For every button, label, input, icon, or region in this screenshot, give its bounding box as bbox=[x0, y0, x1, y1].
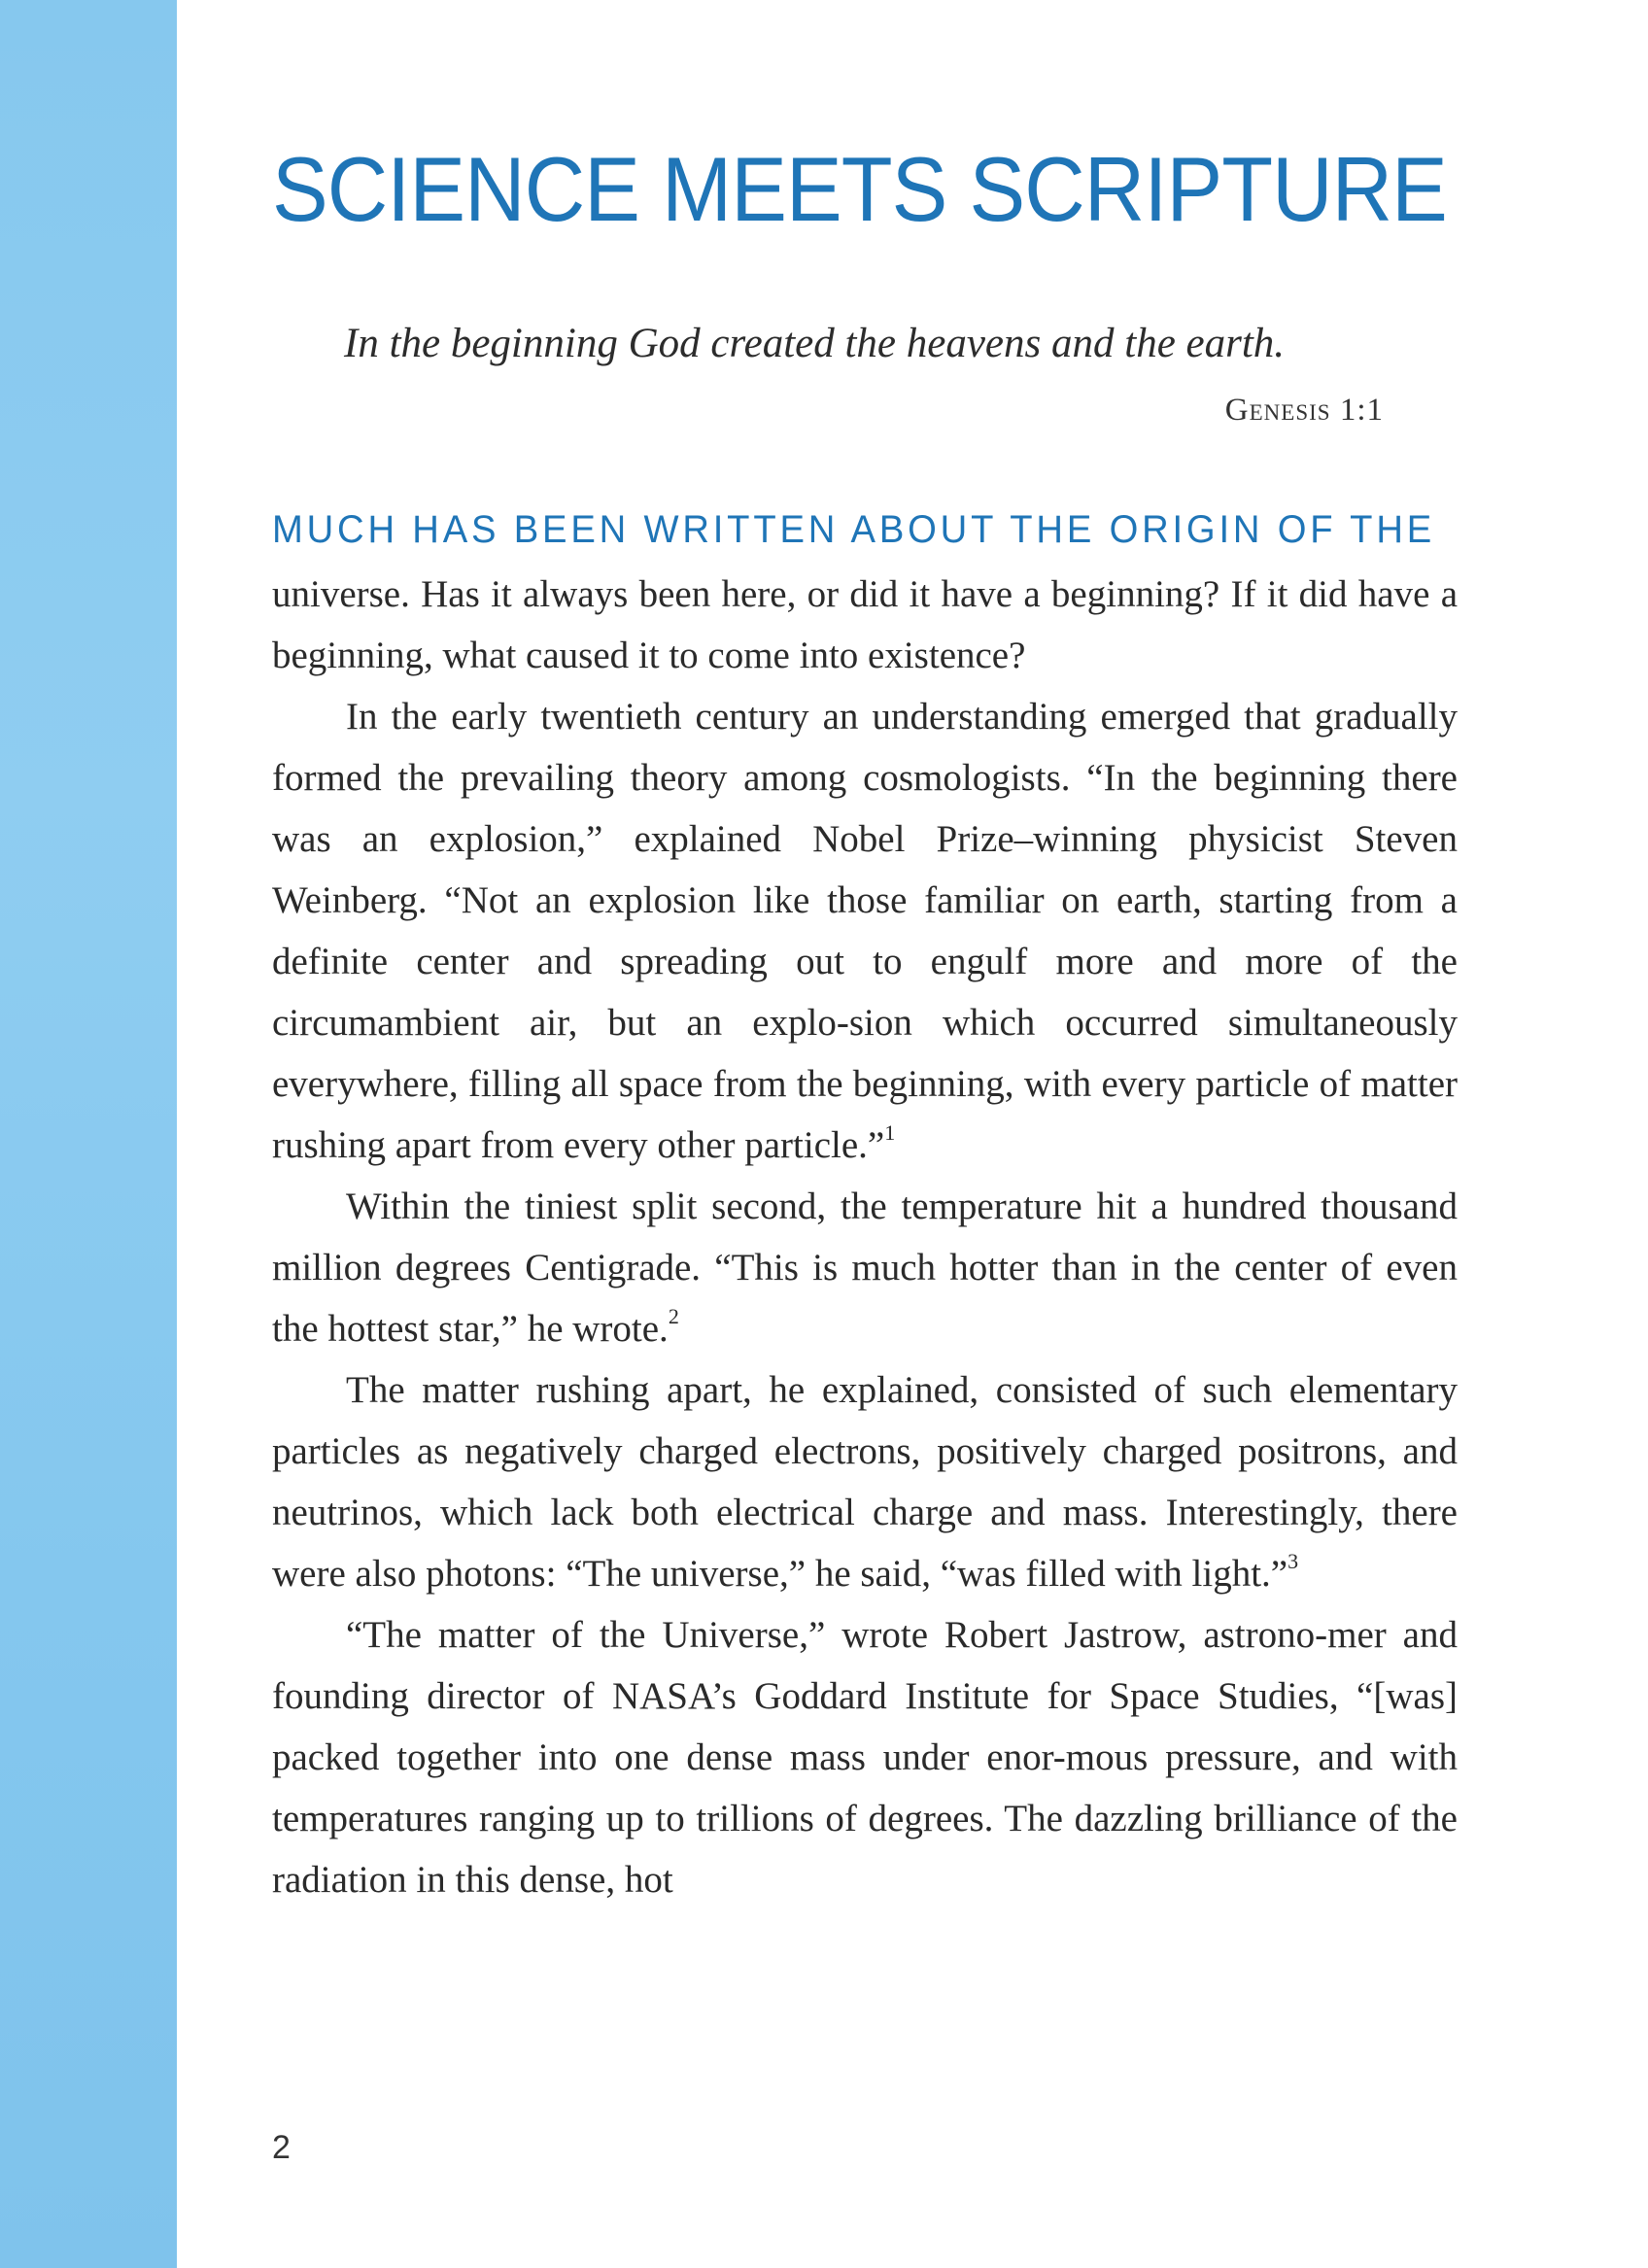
page-number: 2 bbox=[272, 2129, 291, 2166]
paragraph bbox=[272, 1176, 1458, 1359]
footnote-marker: 3 bbox=[1288, 1549, 1299, 1573]
side-color-band bbox=[0, 0, 177, 2268]
paragraph-text: “The matter of the Universe,” wrote Robert Jastrow, astrono-mer and founding director of NASA’s Goddard Institute for Space Studies, “[was] packed together into one dense mass under enor-mous pressure, and with temperatures ranging up to trillions of degrees. The dazzling brilliance of the radiation in this dense, hot bbox=[272, 1614, 1458, 1901]
paragraph-text: Within the tiniest split second, the temperature hit a hundred thousand million degrees Centigrade. “This is much hotter than in the center of even the hottest star,” he wrote. bbox=[272, 1186, 1458, 1350]
epigraph-quote: In the beginning God created the heavens and the earth. bbox=[344, 321, 1286, 366]
page-content bbox=[272, 0, 1458, 2268]
paragraph bbox=[272, 1359, 1458, 1604]
paragraph-text: In the early twentieth century an understanding emerged that gradually formed the prevailing theory among cosmologists. “In the beginning there was an explosion,” explained Nobel Prize–winning physicist Steven Weinberg. “Not an explosion like those familiar on earth, starting from a definite center and spreading out to engulf more and more of the circumambient air, but an explo-sion which occurred simultaneously everywhere, filling all space from the beginning, with every particle of matter rushing apart from every other particle.” bbox=[272, 696, 1458, 1166]
paragraph bbox=[272, 1604, 1458, 1910]
paragraph bbox=[272, 686, 1458, 1176]
chapter-title: SCIENCE MEETS SCRIPTURE bbox=[272, 138, 1447, 240]
paragraph bbox=[272, 564, 1458, 686]
paragraph-text: universe. Has it always been here, or did it have a beginning? If it did have a beginning, what caused it to come into existence? bbox=[272, 573, 1458, 676]
body-text bbox=[272, 564, 1458, 1910]
footnote-marker: 1 bbox=[884, 1120, 896, 1145]
epigraph-source: Genesis 1:1 bbox=[1224, 393, 1384, 428]
lead-in-text: MUCH HAS BEEN WRITTEN ABOUT THE ORIGIN OF THE bbox=[272, 508, 1436, 551]
footnote-marker: 2 bbox=[668, 1304, 679, 1328]
paragraph-text: The matter rushing apart, he explained, consisted of such elementary particles as negatively charged electrons, positively charged positrons, and neutrinos, which lack both electrical charge and mass. Interestingly, there were also photons: “The universe,” he said, “was filled with light.” bbox=[272, 1369, 1458, 1595]
